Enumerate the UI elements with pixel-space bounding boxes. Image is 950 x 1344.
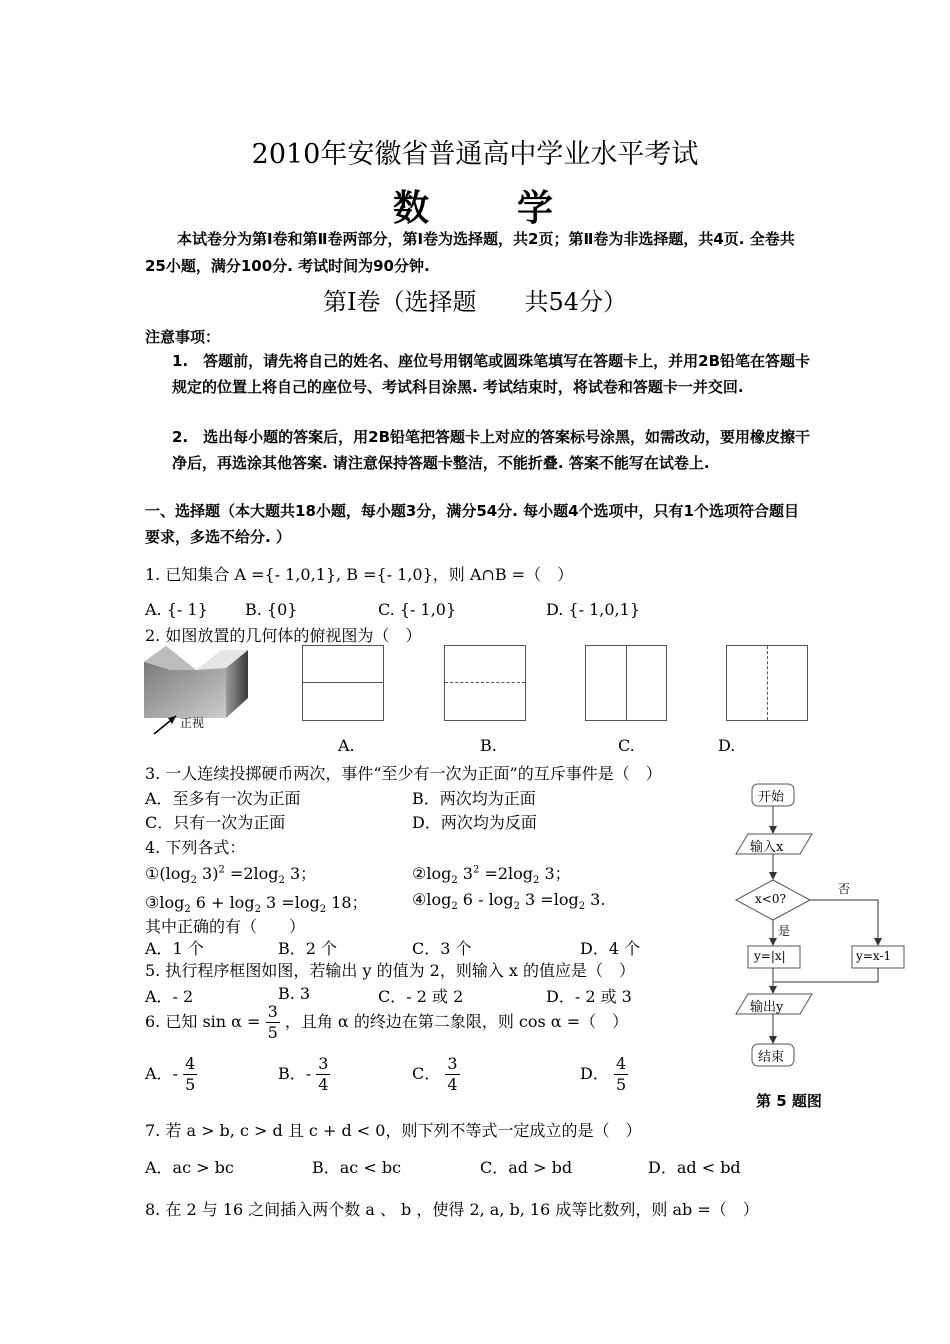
question-1-option-a: A. {- 1} — [145, 600, 208, 619]
question-4-which: 其中正确的有（ ） — [145, 917, 306, 936]
question-4-expr-4: $④\log_2$ $6 - \log_2 3 =\log_2$ 3. — [412, 890, 606, 913]
question-7-stem: 7. 若 a > b, c > d 且 c + d < 0，则下列不等式一定成立的是（ ） — [145, 1121, 642, 1140]
question-6-fraction: $\frac{3}{5}$ — [267, 1002, 278, 1042]
question-4-option-a: A．1 个 — [145, 939, 204, 958]
question-2-option-a: A. — [338, 736, 355, 755]
question-8-stem: 8. 在 2 与 16 之间插入两个数 a 、 b ，使得 2, a, b, 16 成等比数列，则 ab =（ ） — [145, 1200, 759, 1219]
flowchart-output-label: 输出y — [750, 1000, 784, 1015]
question-3-option-d: D．两次均为反面 — [412, 813, 537, 832]
question-2-option-d: D. — [718, 736, 736, 755]
flowchart-left-box-label: y=|x| — [754, 949, 786, 963]
question-1-option-d: D. {- 1,0,1} — [546, 600, 640, 619]
question-4-option-b: B．2 个 — [278, 939, 338, 958]
top-view-a-horizontal-line — [303, 682, 383, 683]
question-6-option-c: C． $\frac{3}{4}$ — [412, 1054, 458, 1094]
section-heading: 一、选择题（本大题共18小题，每小题3分，满分54分. 每小题4个选项中，只有1个选项符合题目要求，多选不给分. ） — [145, 502, 799, 546]
question-4-expr-1: $①(\log_2$ $3)^2 =2\log_2$ 3； — [145, 864, 317, 887]
flowchart-right-box-label: y=x-1 — [856, 949, 892, 963]
flowchart-no-label: 否 — [838, 882, 851, 896]
subject-char-1: 数 — [392, 187, 433, 229]
exam-intro: 本试卷分为第Ⅰ卷和第Ⅱ卷两部分，第Ⅰ卷为选择题，共2页；第Ⅱ卷为非选择题，共4页. 全卷共25小题，满分100分. 考试时间为90分钟. — [145, 230, 795, 275]
question-7-option-a: A．ac > bc — [145, 1158, 234, 1177]
flowchart-start-label: 开始 — [758, 790, 785, 805]
flowchart-caption: 第 5 题图 — [756, 1092, 822, 1110]
question-6-option-b: B．- $\frac{3}{4}$ — [278, 1054, 329, 1094]
question-6-option-a: A．- $\frac{4}{5}$ — [145, 1054, 196, 1094]
flowchart-end-label: 结束 — [758, 1050, 785, 1065]
question-4-expr-2: $②\log_2$ $3^2 =2\log_2$ 3； — [412, 864, 571, 887]
subject-char-2: 学 — [517, 187, 558, 229]
question-2-stem: 2. 如图放置的几何体的俯视图为（ ） — [145, 626, 422, 645]
top-view-option-b — [444, 645, 526, 721]
question-4-expr-3: $③\log_2$ $6 + \log_2 3 =\log_2$ 18； — [145, 893, 368, 916]
question-3-option-a: A．至多有一次为正面 — [145, 789, 301, 808]
question-1-option-c: C. {- 1,0} — [378, 600, 457, 619]
question-7-option-c: C．ad > bd — [480, 1158, 573, 1177]
question-3-option-c: C．只有一次为正面 — [145, 813, 286, 832]
part-title: 第Ⅰ卷（选择题 共54分） — [322, 288, 628, 316]
flowchart-yes-label: 是 — [778, 924, 791, 938]
question-2-option-b: B. — [480, 736, 497, 755]
question-7-option-b: B．ac < bc — [312, 1158, 402, 1177]
notice-item-1: 1. 答题前，请先将自己的姓名、座位号用钢笔或圆珠笔填写在答题卡上，并用2B铅笔在答题卡规定的位置上将自己的座位号、考试科目涂黑. 考试结束时，将试卷和答题卡一并交回. — [172, 352, 811, 396]
question-1-option-b: B. {0} — [245, 600, 298, 619]
question-4-stem: 4. 下列各式： — [145, 838, 246, 857]
top-view-d-dashed-line — [767, 646, 768, 720]
top-view-option-c — [585, 645, 667, 721]
question-6-option-d: D． $\frac{4}{5}$ — [580, 1054, 627, 1094]
question-6-stem: 6. 已知 sin α = $\frac{3}{5}$ ，且角 α 的终边在第二象限，则 cos α =（ ） — [145, 1002, 629, 1042]
question-4-option-c: C．3 个 — [412, 939, 472, 958]
question-1-stem: 1. 已知集合 A ={- 1,0,1}, B ={- 1,0}，则 A∩B =（ ） — [145, 565, 574, 584]
flowchart-input-label: 输入x — [750, 840, 784, 855]
question-7-option-d: D．ad < bd — [648, 1158, 741, 1177]
question-5-option-b: B. 3 — [278, 984, 311, 1003]
notice-heading: 注意事项： — [145, 328, 221, 346]
question-4-option-d: D．4 个 — [580, 939, 641, 958]
question-5-option-a: A．- 2 — [145, 987, 194, 1006]
notice-item-2: 2. 选出每小题的答案后，用2B铅笔把答题卡上对应的答案标号涂黑，如需改动，要用橡皮擦干净后，再选涂其他答案. 请注意保持答题卡整洁，不能折叠. 答案不能写在试卷上. — [172, 428, 811, 472]
exam-title: 2010年安徽省普通高中学业水平考试 — [251, 139, 699, 170]
top-view-b-dashed-line — [445, 682, 525, 683]
question-5-option-c: C．- 2 或 2 — [378, 987, 464, 1006]
flowchart-condition-label: x<0? — [755, 892, 786, 906]
subject-title — [0, 180, 950, 231]
top-view-option-d — [726, 645, 808, 721]
question-5-stem: 5. 执行程序框图如图，若输出 y 的值为 2，则输入 x 的值应是（ ） — [145, 961, 636, 980]
top-view-option-a — [302, 645, 384, 721]
front-view-label: 正视 — [180, 716, 205, 730]
flowchart — [728, 780, 908, 1080]
top-view-c-vertical-line — [626, 646, 627, 720]
question-3-stem: 3. 一人连续投掷硬币两次，事件“至少有一次为正面”的互斥事件是（ ） — [145, 764, 662, 783]
question-2-option-c: C. — [618, 736, 635, 755]
question-5-option-d: D．- 2 或 3 — [546, 987, 632, 1006]
question-3-option-b: B．两次均为正面 — [412, 789, 536, 808]
